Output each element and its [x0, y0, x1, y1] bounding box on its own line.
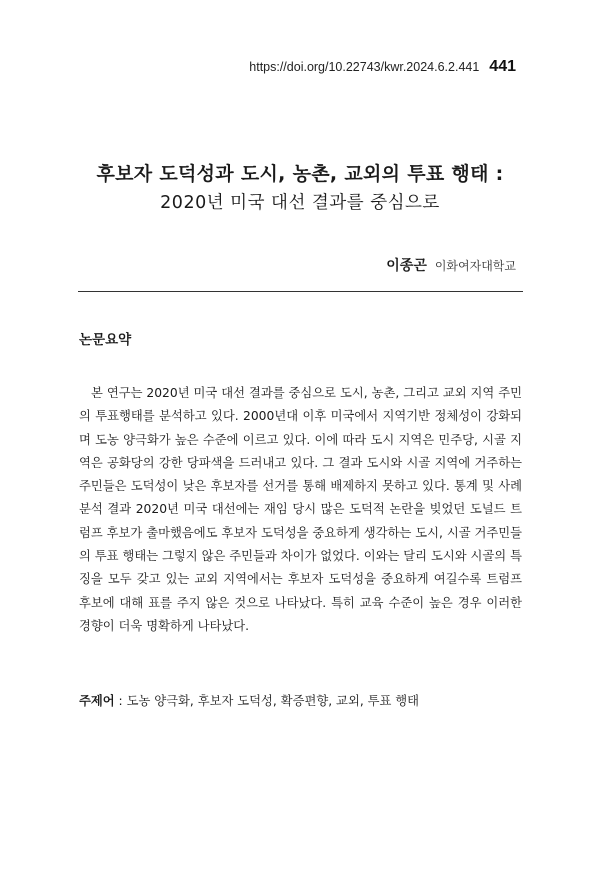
keywords-terms: 도농 양극화, 후보자 도덕성, 확증편향, 교외, 투표 행태 [126, 694, 420, 708]
author-line [386, 255, 516, 275]
keywords-separator: : [114, 694, 127, 708]
author-affiliation: 이화여자대학교 [434, 259, 516, 273]
doi-link[interactable]: https://doi.org/10.22743/kwr.2024.6.2.441 [249, 60, 480, 74]
page-number: 441 [489, 58, 516, 75]
abstract-heading: 논문요약 [79, 332, 132, 348]
title-block [0, 160, 600, 218]
abstract-body: 본 연구는 2020년 미국 대선 결과를 중심으로 도시, 농촌, 그리고 교외 지역 주민의 투표행태를 분석하고 있다. 2000년대 이후 미국에서 지역기반 정체성이 강화되며 도농 양극화가 높은 수준에 이르고 있다. 이에 따라 도시 지역은 민주당, 시골 지역은 공화당의 강한 당파색을 드러내고 있다. 그 결과 도시와 시골 지역에 거주하는 주민들은 도덕성이 낮은 후보자를 선거를 통해 배제하지 못하고 있다. 통계 및 사례분석 결과 2020년 미국 대선에는 재임 당시 많은 도덕적 논란을 빚었던 도널드 트럼프 후보가 출마했음에도 후보자 도덕성을 중요하게 생각하는 도시, 시골 거주민들의 투표 행태는 그렇지 않은 주민들과 차이가 없었다. 이와는 달리 도시와 시골의 특징을 모두 갖고 있는 교외 지역에서는 후보자 도덕성을 중요하게 여길수록 트럼프 후보에 대해 표를 주지 않은 것으로 나타났다. 특히 교육 수준이 높은 경우 이러한 경향이 더욱 명확하게 나타났다. [79, 386, 522, 633]
page-header [249, 58, 516, 76]
keywords-line [79, 691, 522, 711]
paper-title: 후보자 도덕성과 도시, 농촌, 교외의 투표 행태 : [96, 163, 504, 185]
keywords-label: 주제어 [79, 694, 115, 708]
paper-subtitle: 2020년 미국 대선 결과를 중심으로 [160, 193, 440, 213]
horizontal-rule [78, 291, 523, 292]
author-name: 이종곤 [386, 258, 427, 274]
